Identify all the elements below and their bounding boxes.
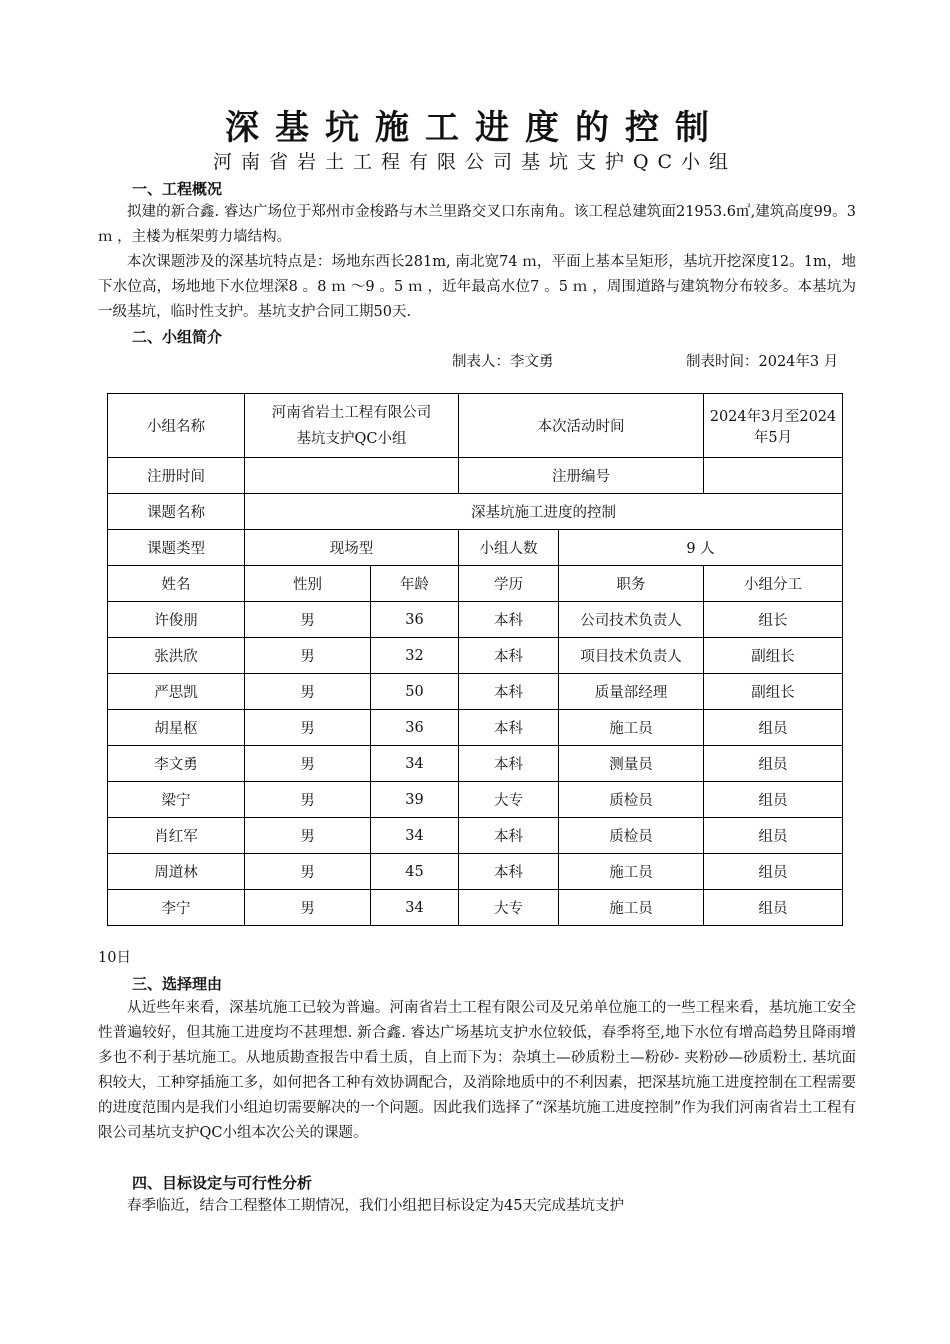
reg-no-value [704,458,843,494]
member-age: 36 [371,602,459,638]
table-row [108,854,843,890]
member-position: 项目技术负责人 [559,638,704,674]
section2-heading: 二、小组简介 [132,328,223,346]
topic-label: 课题名称 [108,494,245,530]
section4-heading: 四、目标设定与可行性分析 [132,1174,313,1192]
member-role: 组员 [704,818,843,854]
section3-heading: 三、选择理由 [132,975,223,993]
member-role: 组员 [704,890,843,926]
member-position: 质检员 [559,782,704,818]
member-position: 施工员 [559,890,704,926]
member-age: 36 [371,710,459,746]
member-gender: 男 [245,674,371,710]
member-gender: 男 [245,638,371,674]
table-row [108,890,843,926]
team-name-line2: 基坑支护QC小组 [296,430,407,447]
member-gender: 男 [245,710,371,746]
member-education: 本科 [459,710,559,746]
topic-type-value: 现场型 [245,530,459,566]
member-name: 胡星枢 [108,710,245,746]
team-name-line1: 河南省岩土工程有限公司 [271,404,432,421]
member-name: 许俊朋 [108,602,245,638]
table-maker: 制表人：李文勇 [452,354,554,370]
member-education: 本科 [459,638,559,674]
member-age: 45 [371,854,459,890]
table-date-continuation: 10日 [98,950,131,966]
table-row [108,674,843,710]
team-name-label: 小组名称 [108,394,245,458]
member-role: 组员 [704,710,843,746]
topic-row [108,494,843,530]
member-role: 组员 [704,746,843,782]
member-age: 39 [371,782,459,818]
header-position: 职务 [559,566,704,602]
member-name: 张洪欣 [108,638,245,674]
member-age: 34 [371,890,459,926]
table-make-time: 制表时间：2024年3 月 [686,354,839,370]
member-education: 本科 [459,674,559,710]
reg-time-value [245,458,459,494]
member-gender: 男 [245,854,371,890]
member-name: 梁宁 [108,782,245,818]
member-position: 施工员 [559,710,704,746]
section4-para: 春季临近，结合工程整体工期情况，我们小组把目标设定为45天完成基坑支护 [127,1198,624,1214]
section1-para2: 本次课题涉及的深基坑特点是：场地东西长281m, 南北宽74 ｍ，平面上基本呈矩形，基坑开挖深度12。1m，地下水位高，场地地下水位埋深8 。8 ｍ ～9 。5 ｍ ，近年最高水位7 。5 ｍ ，周围道路与建筑物分布较多。本基坑为一级基坑，临时性支护。基坑支护合同工期50天. [98,254,856,320]
member-position: 质量部经理 [559,674,704,710]
table-row [108,746,843,782]
member-role: 组员 [704,782,843,818]
members-count-value: 9 人 [559,530,843,566]
member-position: 测量员 [559,746,704,782]
member-role: 组员 [704,854,843,890]
table-row [108,710,843,746]
member-education: 本科 [459,818,559,854]
team-info-table [107,393,843,926]
member-age: 34 [371,746,459,782]
member-gender: 男 [245,602,371,638]
member-gender: 男 [245,890,371,926]
page-title: 深基坑施工进度的控制 [225,108,725,148]
table-row [108,818,843,854]
registration-row [108,458,843,494]
member-role: 副组长 [704,674,843,710]
member-role: 组长 [704,602,843,638]
activity-time-label: 本次活动时间 [459,394,704,458]
member-education: 本科 [459,602,559,638]
member-name: 李文勇 [108,746,245,782]
member-gender: 男 [245,782,371,818]
member-education: 本科 [459,746,559,782]
topic-type-label: 课题类型 [108,530,245,566]
activity-time-value: 2024年3月至2024年5月 [704,394,843,458]
team-name-row [108,394,843,458]
members-count-label: 小组人数 [459,530,559,566]
member-age: 32 [371,638,459,674]
topic-type-row [108,530,843,566]
reg-no-label: 注册编号 [459,458,704,494]
member-position: 施工员 [559,854,704,890]
header-gender: 性别 [245,566,371,602]
member-gender: 男 [245,818,371,854]
header-education: 学历 [459,566,559,602]
member-gender: 男 [245,746,371,782]
member-education: 大专 [459,782,559,818]
header-age: 年龄 [371,566,459,602]
member-education: 本科 [459,854,559,890]
member-name: 李宁 [108,890,245,926]
section1-heading: 一、工程概况 [132,180,223,198]
member-role: 副组长 [704,638,843,674]
section1-para1: 拟建的新合鑫. 睿达广场位于郑州市金梭路与木兰里路交叉口东南角。该工程总建筑面21953.6㎡,建筑高度99。3 ｍ ，主楼为框架剪力墙结构。 [98,204,856,245]
member-position: 公司技术负责人 [559,602,704,638]
reg-time-label: 注册时间 [108,458,245,494]
member-name: 肖红军 [108,818,245,854]
header-role: 小组分工 [704,566,843,602]
member-name: 周道林 [108,854,245,890]
page-subtitle: 河南省岩土工程有限公司基坑支护QC小组 [212,151,738,173]
table-row [108,602,843,638]
header-name: 姓名 [108,566,245,602]
members-header-row [108,566,843,602]
member-age: 34 [371,818,459,854]
section3-para: 从近些年来看，深基坑施工已较为普遍。河南省岩土工程有限公司及兄弟单位施工的一些工程来看，基坑施工安全性普遍较好，但其施工进度均不甚理想. 新合鑫. 睿达广场基坑支护水位较低，春季将至,地下水位有增高趋势且降雨增多也不利于基坑施工。从地质勘查报告中看土质，自上而下为：杂填土—砂质粉土—粉砂- 夹粉砂—砂质粉土. 基坑面积较大，工种穿插施工多，如何把各工种有效协调配合，及消除地质中的不利因素，把深基坑施工进度控制在工程需要的进度范围内是我们小组迫切需要解决的一个问题。因此我们选择了“深基坑施工进度控制”作为我们河南省岩土工程有限公司基坑支护QC小组本次公关的课题。 [98,1000,856,1141]
member-education: 大专 [459,890,559,926]
topic-value: 深基坑施工进度的控制 [245,494,843,530]
table-row [108,638,843,674]
team-name-value [245,394,459,458]
member-age: 50 [371,674,459,710]
member-position: 质检员 [559,818,704,854]
member-name: 严思凯 [108,674,245,710]
table-row [108,782,843,818]
